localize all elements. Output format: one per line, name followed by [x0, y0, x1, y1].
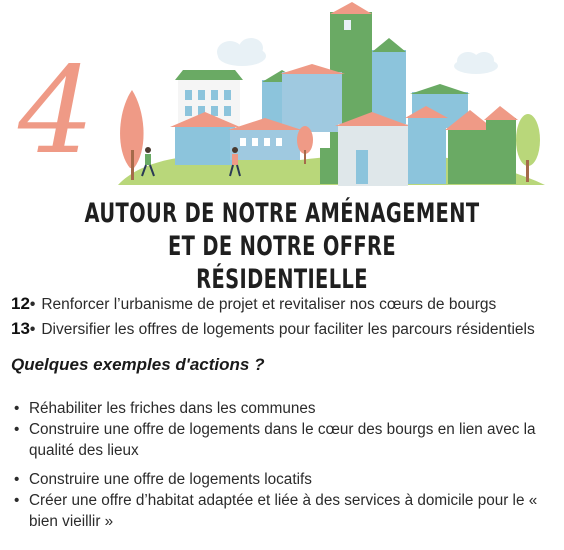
- examples-heading: Quelques exemples d'actions ?: [11, 355, 265, 374]
- list-item: [13, 419, 558, 461]
- list-item: [13, 490, 558, 532]
- action-text: Réhabiliter les friches dans les communes: [29, 400, 316, 417]
- objectives-list: [11, 292, 561, 342]
- action-text: Construire une offre de logements dans le cœur des bourgs en lien avec la qualité des lieux: [29, 421, 536, 459]
- objective-item: [11, 292, 561, 317]
- action-text: Construire une offre de logements locatifs: [29, 471, 312, 488]
- actions-list: [13, 398, 558, 532]
- bullet-icon: •: [14, 421, 20, 438]
- objective-number: 13: [11, 319, 30, 338]
- bullet-icon: •: [14, 471, 20, 488]
- bullet-icon: •: [14, 400, 20, 417]
- tree-icon: [516, 114, 540, 182]
- title-line-1: AUTOUR DE NOTRE AMÉNAGEMENT: [84, 198, 480, 229]
- objective-text: Renforcer l’urbanisme de projet et revitaliser nos cœurs de bourgs: [41, 296, 497, 313]
- tree-icon: [120, 90, 144, 180]
- objective-number: 12: [11, 294, 30, 313]
- action-text: Créer une offre d’habitat adaptée et liée à des services à domicile pour le « bien vieillir »: [29, 492, 538, 530]
- page-title: [0, 197, 564, 296]
- list-item: [13, 398, 558, 419]
- objective-bullet: •: [29, 321, 36, 338]
- cloud-icon: [454, 52, 498, 74]
- section-number: 4: [18, 42, 95, 181]
- cloud-icon: [217, 38, 266, 66]
- list-item: [13, 469, 558, 490]
- objective-item: [11, 317, 561, 342]
- objective-bullet: •: [29, 296, 36, 313]
- objective-text: Diversifier les offres de logements pour faciliter les parcours résidentiels: [41, 321, 535, 338]
- title-line-2: ET DE NOTRE OFFRE RÉSIDENTIELLE: [167, 231, 397, 295]
- bullet-icon: •: [14, 492, 20, 509]
